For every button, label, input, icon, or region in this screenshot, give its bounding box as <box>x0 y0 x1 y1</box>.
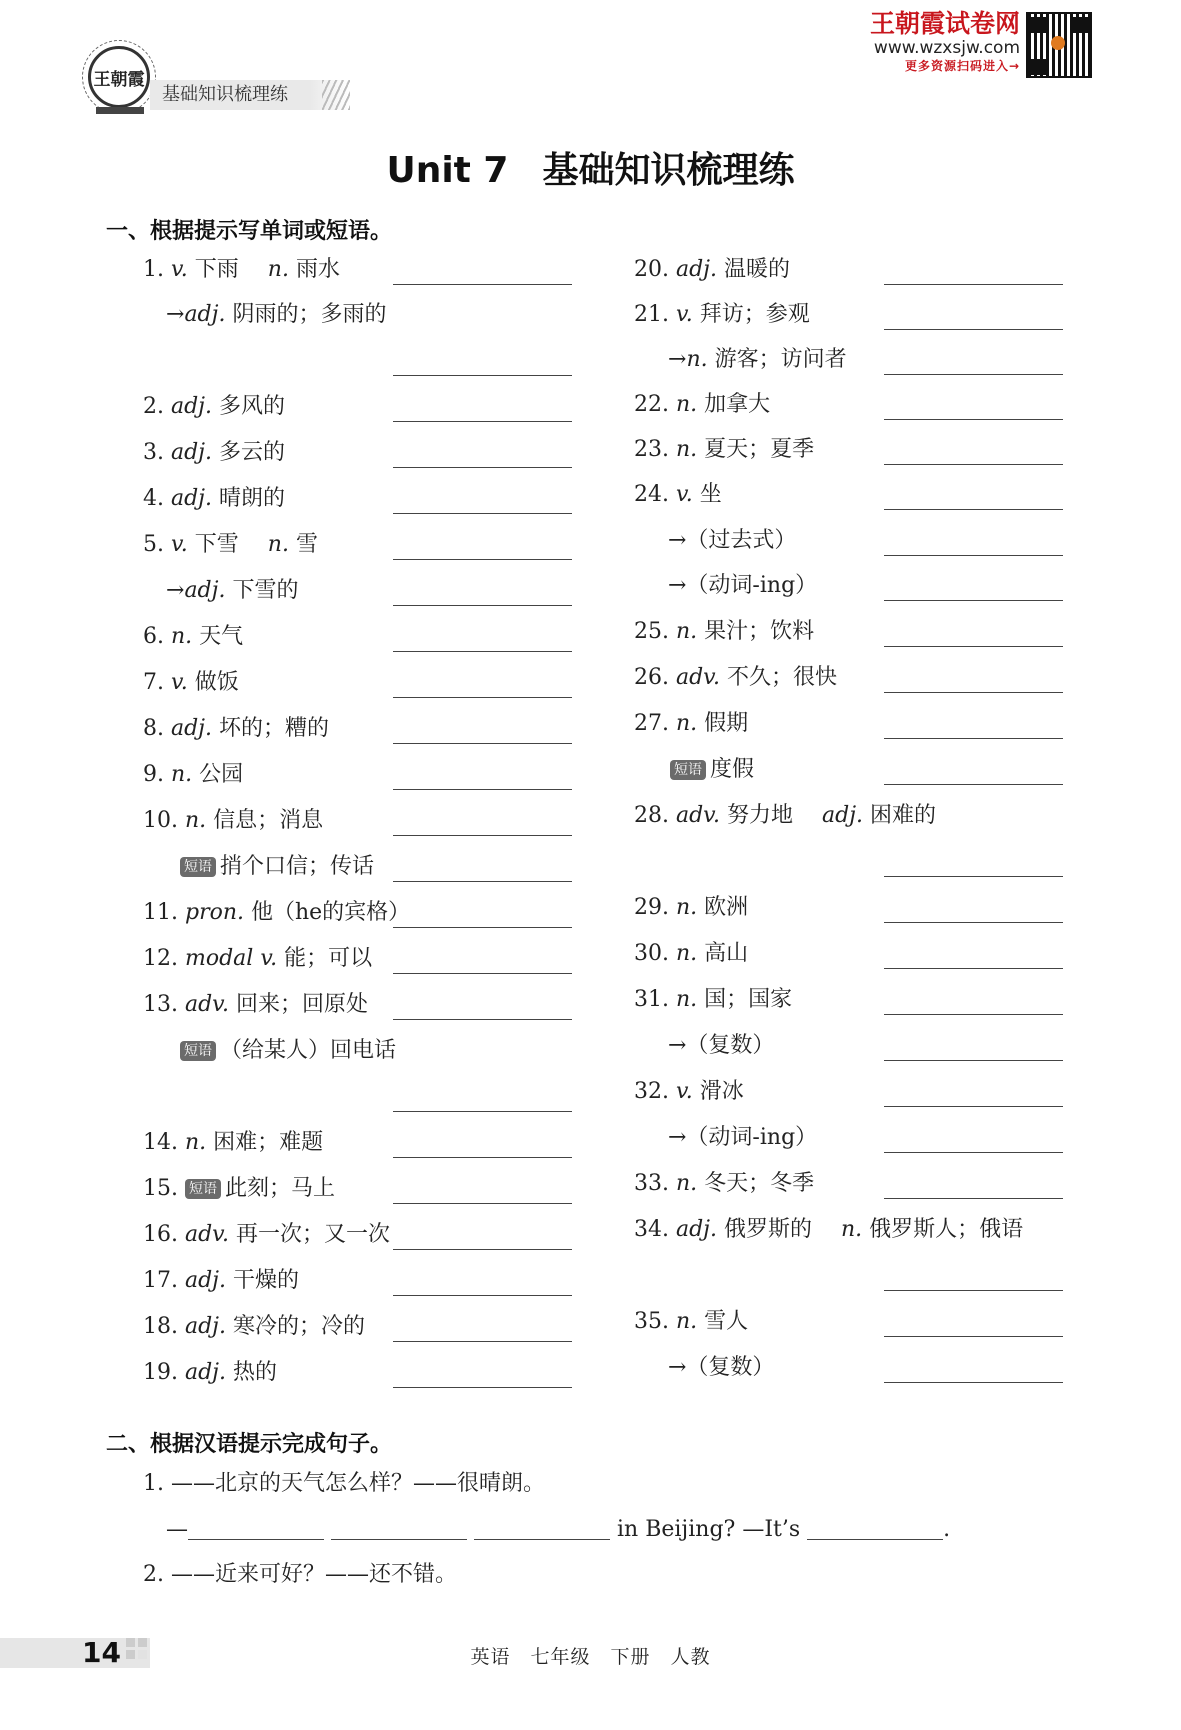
item-30: 30. n. 高山 <box>634 941 749 966</box>
item-7: 7. v. 做饭 <box>143 670 239 695</box>
item-15: 15. 短语 此刻；马上 <box>143 1176 335 1201</box>
item-26: 26. adv. 不久；很快 <box>634 665 837 690</box>
item-10-phrase: 短语 捎个口信；传话 <box>180 853 374 881</box>
answer-blank[interactable] <box>884 464 1063 465</box>
period: . <box>943 1517 951 1542</box>
answer-blank[interactable] <box>393 1295 572 1296</box>
item-24-past: →（过去式） <box>668 528 797 553</box>
item-12: 12. modal v. 能；可以 <box>143 946 373 971</box>
answer-blank[interactable] <box>393 881 572 882</box>
answer-blank[interactable] <box>393 697 572 698</box>
item-10: 10. n. 信息；消息 <box>143 808 324 833</box>
item-6: 6. n. 天气 <box>143 624 244 649</box>
answer-blank[interactable] <box>884 784 1063 785</box>
answer-blank[interactable] <box>393 1387 572 1388</box>
answer-blank[interactable] <box>807 1515 943 1540</box>
item-19: 19. adj. 热的 <box>143 1360 277 1385</box>
answer-blank[interactable] <box>884 1290 1063 1291</box>
answer-blank[interactable] <box>884 738 1063 739</box>
item-31-plural: →（复数） <box>668 1033 775 1058</box>
phrase-tag: 短语 <box>185 1179 221 1199</box>
answer-blank[interactable] <box>884 509 1063 510</box>
item-1: 1. v. 下雨 n. 雨水 <box>143 257 340 282</box>
item-17: 17. adj. 干燥的 <box>143 1268 299 1293</box>
phrase-tag: 短语 <box>670 760 706 780</box>
page-number: 14 <box>82 1636 121 1669</box>
answer-blank[interactable] <box>474 1515 610 1540</box>
phrase-tag: 短语 <box>180 857 216 877</box>
item-8: 8. adj. 坏的；糟的 <box>143 716 329 741</box>
item-35: 35. n. 雪人 <box>634 1309 749 1334</box>
answer-blank[interactable] <box>884 419 1063 420</box>
answer-blank[interactable] <box>393 1111 572 1112</box>
section-breadcrumb: 基础知识梳理练 <box>150 80 350 110</box>
answer-blank[interactable] <box>884 1106 1063 1107</box>
answer-blank[interactable] <box>393 1157 572 1158</box>
answer-blank[interactable] <box>188 1515 324 1540</box>
item-21: 21. v. 拜访；参观 <box>634 302 810 327</box>
unit-label: Unit 7 <box>386 150 509 191</box>
answer-blank[interactable] <box>393 835 572 836</box>
brand-url[interactable]: www.wzxsjw.com <box>873 38 1020 58</box>
answer-blank[interactable] <box>884 329 1063 330</box>
answer-blank[interactable] <box>393 1203 572 1204</box>
answer-blank[interactable] <box>884 1152 1063 1153</box>
answer-blank[interactable] <box>884 374 1063 375</box>
answer-blank[interactable] <box>884 922 1063 923</box>
phrase-tag: 短语 <box>180 1041 216 1061</box>
item-5-derivative: →adj. 下雪的 <box>166 578 299 603</box>
item-35-plural: →（复数） <box>668 1355 775 1380</box>
answer-blank[interactable] <box>393 927 572 928</box>
answer-blank[interactable] <box>393 1249 572 1250</box>
item-14: 14. n. 困难；难题 <box>143 1130 324 1155</box>
answer-blank[interactable] <box>884 284 1063 285</box>
answer-blank[interactable] <box>884 1198 1063 1199</box>
item-21-derivative: →n. 游客；访问者 <box>668 347 847 372</box>
title-name: 基础知识梳理练 <box>542 150 795 191</box>
answer-blank[interactable] <box>393 467 572 468</box>
item-27: 27. n. 假期 <box>634 711 749 736</box>
answer-blank[interactable] <box>884 1382 1063 1383</box>
sentence-1-answer-line <box>166 1515 950 1544</box>
logo-banner <box>96 107 144 114</box>
brand-tagline: 更多资源扫码进入→ <box>904 59 1020 73</box>
its-text: —It’s <box>742 1517 801 1542</box>
item-22: 22. n. 加拿大 <box>634 392 771 417</box>
answer-blank[interactable] <box>884 1060 1063 1061</box>
item-29: 29. n. 欧洲 <box>634 895 749 920</box>
item-9: 9. n. 公园 <box>143 762 244 787</box>
item-4: 4. adj. 晴朗的 <box>143 486 285 511</box>
item-28: 28. adv. 努力地 adj. 困难的 <box>634 803 937 828</box>
item-24-ing: →（动词-ing） <box>668 573 818 598</box>
item-20: 20. adj. 温暖的 <box>634 257 790 282</box>
answer-blank[interactable] <box>884 876 1063 877</box>
answer-blank[interactable] <box>884 1014 1063 1015</box>
answer-blank[interactable] <box>393 973 572 974</box>
in-beijing-text: in Beijing? <box>617 1517 736 1542</box>
answer-blank[interactable] <box>884 646 1063 647</box>
breadcrumb-stripes <box>322 80 350 110</box>
publisher-logo <box>88 46 150 108</box>
answer-blank[interactable] <box>884 600 1063 601</box>
answer-blank[interactable] <box>393 651 572 652</box>
answer-blank[interactable] <box>884 1336 1063 1337</box>
answer-blank[interactable] <box>331 1515 467 1540</box>
brand-block <box>850 10 1020 74</box>
answer-blank[interactable] <box>393 375 572 376</box>
sentence-1-prompt: 1. ——北京的天气怎么样？——很晴朗。 <box>143 1471 545 1496</box>
item-13-phrase: 短语 （给某人）回电话 <box>180 1037 396 1065</box>
item-5: 5. v. 下雪 n. 雪 <box>143 532 318 557</box>
item-18: 18. adj. 寒冷的；冷的 <box>143 1314 365 1339</box>
qr-center-logo-icon <box>1051 36 1065 50</box>
footer-info: 英语 七年级 下册 人教 <box>470 1646 711 1668</box>
answer-blank[interactable] <box>393 1019 572 1020</box>
section-two-heading: 二、根据汉语提示完成句子。 <box>106 1432 393 1457</box>
item-27-phrase: 短语 度假 <box>670 756 754 784</box>
item-23: 23. n. 夏天；夏季 <box>634 437 815 462</box>
answer-blank[interactable] <box>393 605 572 606</box>
answer-blank[interactable] <box>884 692 1063 693</box>
brand-name: 王朝霞试卷网 <box>869 9 1020 38</box>
item-24: 24. v. 坐 <box>634 482 722 507</box>
item-32: 32. v. 滑冰 <box>634 1079 744 1104</box>
item-34: 34. adj. 俄罗斯的 n. 俄罗斯人；俄语 <box>634 1217 1024 1242</box>
answer-blank[interactable] <box>884 968 1063 969</box>
answer-blank[interactable] <box>393 743 572 744</box>
sentence-2-prompt: 2. ——近来可好？——还不错。 <box>143 1562 457 1587</box>
answer-blank[interactable] <box>884 555 1063 556</box>
item-1-derivative: →adj. 阴雨的；多雨的 <box>166 302 387 327</box>
section-one-heading: 一、根据提示写单词或短语。 <box>106 219 393 244</box>
item-2: 2. adj. 多风的 <box>143 394 285 419</box>
answer-blank[interactable] <box>393 513 572 514</box>
answer-blank[interactable] <box>393 789 572 790</box>
item-16: 16. adv. 再一次；又一次 <box>143 1222 390 1247</box>
item-33: 33. n. 冬天；冬季 <box>634 1171 815 1196</box>
answer-blank[interactable] <box>393 421 572 422</box>
dash: — <box>166 1517 188 1542</box>
item-25: 25. n. 果汁；饮料 <box>634 619 815 644</box>
item-32-ing: →（动词-ing） <box>668 1125 818 1150</box>
answer-blank[interactable] <box>393 559 572 560</box>
item-13: 13. adv. 回来；回原处 <box>143 992 368 1017</box>
answer-blank[interactable] <box>393 284 572 285</box>
answer-blank[interactable] <box>393 1341 572 1342</box>
item-31: 31. n. 国；国家 <box>634 987 793 1012</box>
page-title <box>0 142 1181 193</box>
item-11: 11. pron. 他（he的宾格） <box>143 900 411 925</box>
item-3: 3. adj. 多云的 <box>143 440 285 465</box>
logo-text: 王朝霞 <box>93 69 145 90</box>
